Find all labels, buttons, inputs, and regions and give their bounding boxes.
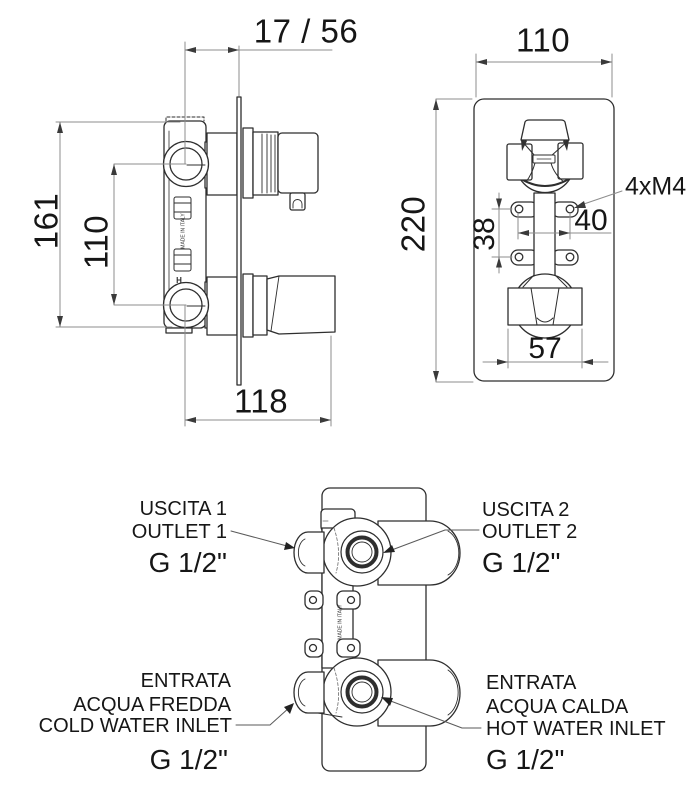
brand-text-connection: MADE IN ITALY <box>337 604 344 640</box>
outlet-valve-body <box>294 518 391 586</box>
brand-text-side: MADE IN ITALY <box>180 213 187 249</box>
side-view-drawing <box>164 97 336 385</box>
cold-inlet-label-it2: ACQUA FREDDA <box>73 694 231 716</box>
dim-plate-width-label: 110 <box>515 21 571 59</box>
screw-hole <box>515 205 523 213</box>
dim-plate-height-label: 220 <box>394 195 432 253</box>
screw-hole <box>310 645 317 652</box>
thermostat-handle-side <box>243 128 318 210</box>
dim-screw-span-h-label: 40 <box>574 204 608 237</box>
dim-wall-depth-label: 17 / 56 <box>253 12 359 50</box>
lever-handle-side <box>243 274 335 337</box>
cold-inlet-thread: G 1/2" <box>149 744 228 775</box>
top-handle-sleeve <box>207 133 237 195</box>
leader-outlet1 <box>231 531 295 550</box>
screw-hole <box>348 597 355 604</box>
dimension-plate-height <box>433 99 473 382</box>
leader-cold-inlet <box>236 703 294 725</box>
hot-inlet-label-it1: ENTRATA <box>486 672 577 694</box>
screw-hole <box>566 205 574 213</box>
screw-hole <box>515 253 523 261</box>
outlet1-label-it: USCITA 1 <box>139 498 227 520</box>
outlet1-label-en: OUTLET 1 <box>131 521 227 543</box>
dim-block-width-label: 57 <box>528 332 562 365</box>
outlet2-label-en: OUTLET 2 <box>482 521 578 543</box>
cold-inlet-label-it1: ENTRATA <box>140 670 231 692</box>
screw-hole <box>310 597 317 604</box>
connection-view-drawing <box>294 488 460 771</box>
dim-port-spacing-label: 110 <box>77 214 115 270</box>
bottom-handle-sleeve <box>207 277 237 335</box>
inlet-valve-body <box>294 658 391 726</box>
outlet1-thread: G 1/2" <box>148 547 227 578</box>
screw-hole <box>348 645 355 652</box>
screw-hole <box>566 253 574 261</box>
dimension-body-height <box>56 122 180 327</box>
dim-screw-span-v-label: 38 <box>468 217 501 251</box>
override-button <box>290 193 305 210</box>
hot-inlet-label-en: HOT WATER INLET <box>486 718 666 740</box>
hot-marking: H <box>176 276 182 285</box>
hot-inlet-label-it2: ACQUA CALDA <box>486 696 629 718</box>
outlet2-thread: G 1/2" <box>482 547 561 578</box>
dim-total-depth-label: 118 <box>233 382 289 420</box>
dimension-plate-width <box>476 54 612 97</box>
screw-spec-label: 4xM4 <box>625 172 687 201</box>
hot-inlet-thread: G 1/2" <box>486 744 565 775</box>
outlet2-label-it: USCITA 2 <box>482 499 570 521</box>
wall-plate-side <box>237 97 241 385</box>
cold-inlet-label-en: COLD WATER INLET <box>38 715 232 737</box>
dim-body-height-label: 161 <box>27 192 65 250</box>
